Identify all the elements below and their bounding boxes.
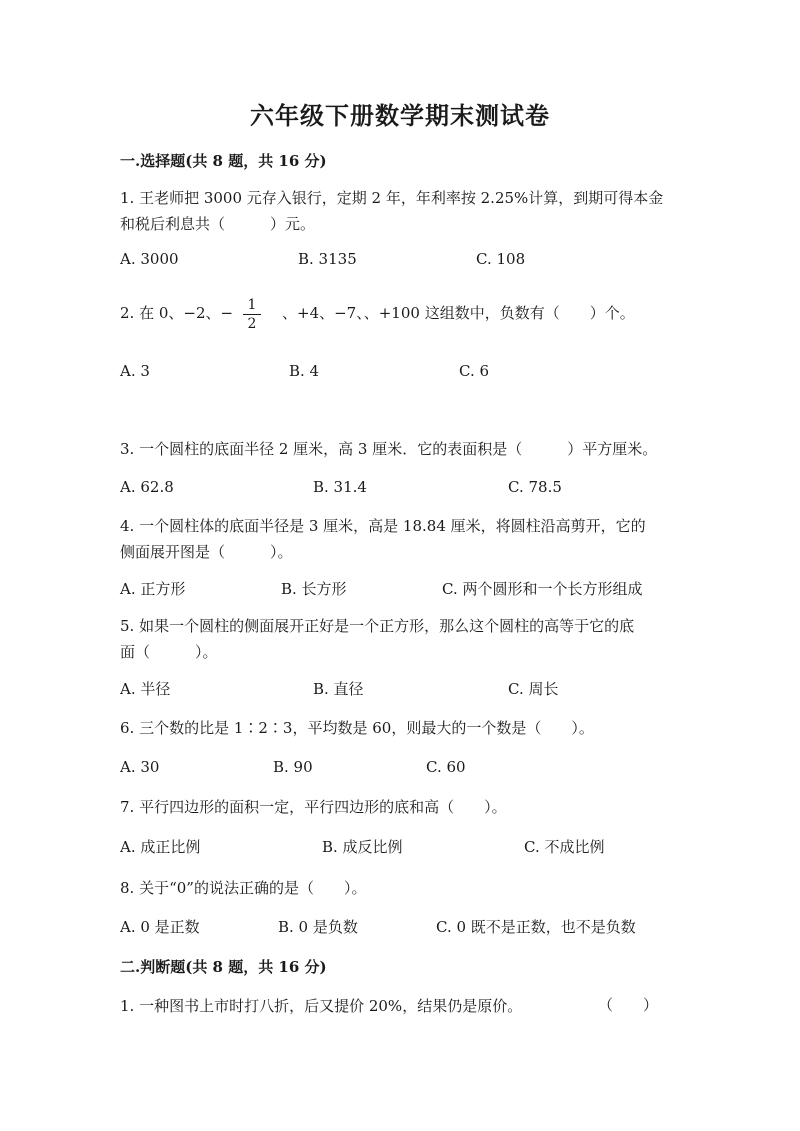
question-5-option-b: B. 直径 bbox=[313, 680, 364, 698]
question-5 bbox=[120, 613, 680, 665]
section-heading-multiple-choice: 一.选择题(共 8 题，共 16 分) bbox=[120, 152, 327, 170]
question-8-option-b: B. 0 是负数 bbox=[278, 918, 358, 936]
fraction-denominator: 2 bbox=[247, 316, 257, 332]
question-8: 8. 关于“0”的说法正确的是（ ）。 bbox=[120, 879, 367, 897]
question-8-option-c: C. 0 既不是正数，也不是负数 bbox=[436, 918, 636, 936]
question-2-option-c: C. 6 bbox=[459, 362, 490, 380]
page-title: 六年级下册数学期末测试卷 bbox=[250, 101, 550, 130]
question-1-line-2: 和税后利息共（ ）元。 bbox=[120, 215, 316, 233]
fraction-one-half bbox=[243, 297, 261, 332]
question-7-option-c: C. 不成比例 bbox=[524, 838, 605, 856]
question-3: 3. 一个圆柱的底面半径 2 厘米，高 3 厘米．它的表面积是（ ）平方厘米。 bbox=[120, 440, 658, 458]
question-4-option-a: A. 正方形 bbox=[120, 580, 186, 598]
question-6-option-c: C. 60 bbox=[426, 758, 466, 776]
question-6-option-a: A. 30 bbox=[120, 758, 160, 776]
question-5-option-c: C. 周长 bbox=[508, 680, 559, 698]
question-7-option-a: A. 成正比例 bbox=[120, 838, 201, 856]
question-4-option-c: C. 两个圆形和一个长方形组成 bbox=[442, 580, 643, 598]
question-3-option-c: C. 78.5 bbox=[508, 478, 562, 496]
question-8-option-a: A. 0 是正数 bbox=[120, 918, 200, 936]
question-4-line-2: 侧面展开图是（ ）。 bbox=[120, 543, 293, 561]
judgement-question-1: 1. 一种图书上市时打八折，后又提价 20%，结果仍是原价。 bbox=[120, 997, 523, 1015]
question-1-option-a: A. 3000 bbox=[120, 250, 179, 268]
question-6: 6. 三个数的比是 1∶2∶3，平均数是 60，则最大的一个数是（ ）。 bbox=[120, 719, 594, 737]
question-7-option-b: B. 成反比例 bbox=[322, 838, 403, 856]
question-5-line-1: 5. 如果一个圆柱的侧面展开正好是一个正方形，那么这个圆柱的高等于它的底 bbox=[120, 617, 635, 635]
question-7: 7. 平行四边形的面积一定，平行四边形的底和高（ ）。 bbox=[120, 798, 507, 816]
question-2-option-b: B. 4 bbox=[289, 362, 320, 380]
question-3-option-a: A. 62.8 bbox=[120, 478, 174, 496]
question-1-option-c: C. 108 bbox=[476, 250, 526, 268]
question-4-line-1: 4. 一个圆柱体的底面半径是 3 厘米，高是 18.84 厘米，将圆柱沿高剪开，它的 bbox=[120, 517, 646, 535]
question-2-option-a: A. 3 bbox=[120, 362, 150, 380]
question-5-option-a: A. 半径 bbox=[120, 680, 171, 698]
section-heading-true-false: 二.判断题(共 8 题，共 16 分) bbox=[120, 958, 327, 976]
question-2-text-after: 、+4、−7、、+100 这组数中，负数有（ ）个。 bbox=[282, 304, 635, 322]
judgement-question-1-answer-bracket: （ ） bbox=[598, 996, 659, 1014]
question-3-option-b: B. 31.4 bbox=[313, 478, 367, 496]
question-6-option-b: B. 90 bbox=[273, 758, 313, 776]
question-5-line-2: 面（ ）。 bbox=[120, 643, 218, 661]
question-4-option-b: B. 长方形 bbox=[281, 580, 347, 598]
fraction-numerator: 1 bbox=[243, 297, 261, 315]
question-1-option-b: B. 3135 bbox=[298, 250, 357, 268]
question-1-line-1: 1. 王老师把 3000 元存入银行，定期 2 年，年利率按 2.25%计算，到期可得本金 bbox=[120, 189, 664, 207]
question-1 bbox=[120, 185, 680, 237]
question-4 bbox=[120, 513, 680, 565]
question-2-text-before: 2. 在 0、−2、− bbox=[120, 304, 234, 322]
